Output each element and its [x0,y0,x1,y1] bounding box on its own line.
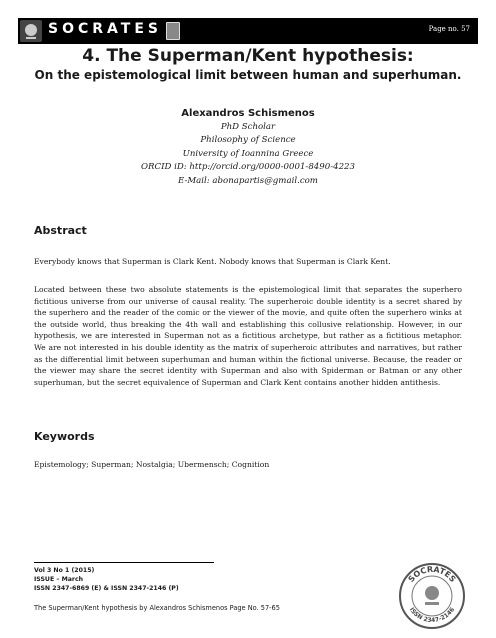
author-name: Alexandros Schismenos [181,108,315,119]
author-field: Philosophy of Science [200,135,296,145]
footer-issue: ISSUE – March [34,576,84,583]
author-role: PhD Scholar [220,121,276,132]
abstract-paragraph-1: Everybody knows that Superman is Clark Kent. Nobody knows that Superman is Clark Kent. [34,257,391,266]
page-number: Page no. 57 [428,25,470,33]
svg-text:ISSN 2347-2146 [408,606,456,624]
author-affiliation: University of Ioannina Greece [182,148,314,159]
author-block [0,107,496,188]
seal-top-text: SOCRATES [406,564,458,584]
seal-bottom-text: ISSN 2347-2146 [407,606,457,625]
footer-volume: Vol 3 No 1 (2015) [34,567,95,574]
journal-logo-icon [20,20,42,42]
journal-seal-icon [398,562,466,630]
keywords-text: Epistemology; Superman; Nostalgia; Ubermensch; Cognition [34,460,270,469]
footer-divider [34,562,214,563]
badge-icon [166,22,180,40]
paper-subtitle: On the epistemological limit between human and superhuman. [34,68,462,82]
journal-header-bar [18,18,478,44]
abstract-heading: Abstract [34,224,87,237]
footer-issn: ISSN 2347-6869 (E) & ISSN 2347-2146 (P) [34,585,179,592]
author-orcid[interactable]: ORCID iD: http://orcid.org/0000-0001-8490-4223 [141,162,355,172]
paper-title: 4. The Superman/Kent hypothesis: [82,46,414,66]
svg-text:SOCRATES [407,565,458,584]
footer-issue-info [34,566,179,593]
footer-citation: The Superman/Kent hypothesis by Alexandros Schismenos Page No. 57-65 [34,604,280,612]
abstract-paragraph-2: Located between these two absolute statements is the epistemological limit that separates the superhero fictitious universe from our universe of causal reality. The superheroic double identity is a secret shared by the superhero and the reader of the comic or the viewer of the movie, and quite often the superhero winks at the outside world, thus breaking the 4th wall and establishing this collusive relationship. However, in our hypothesis, we are interested in Superman not as a fictitious archetype, but rather as a fictitious metaphor. We are not interested in his double identity as the matrix of superheroic attributes and narratives, but rather as the differential limit between superhuman and human within the fictional universe. Because, the reader or the viewer may share the secret identity with Superman and also with Spiderman or Batman or any other superhuman, but the secret equivalence of Superman and Clark Kent contains another hidden antithesis. [34,285,462,387]
author-email[interactable]: E-Mail: abonapartis@gmail.com [178,175,318,186]
journal-brand: SOCRATES [48,21,162,37]
keywords-heading: Keywords [34,430,95,443]
